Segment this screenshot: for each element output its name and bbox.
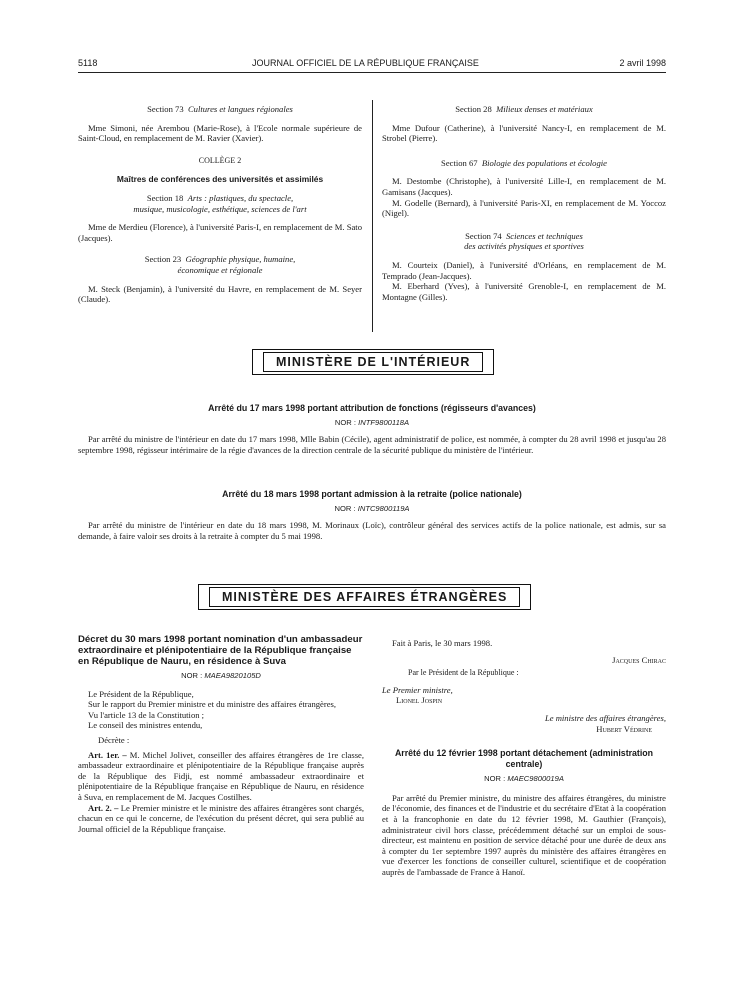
section-18-paragraph: Mme de Merdieu (Florence), à l'université Paris-I, en remplacement de M. Sato (Jacques). (78, 222, 362, 243)
premier-ministre-name: Lionel Jospin (396, 695, 443, 706)
ministre-name: Hubert Védrine (596, 723, 652, 734)
journal-title: JOURNAL OFFICIEL DE LA RÉPUBLIQUE FRANÇAISE (252, 58, 479, 68)
fait-a-paris: Fait à Paris, le 30 mars 1998. (392, 638, 493, 648)
ministry-interieur-box (252, 349, 494, 375)
section-74-paragraph-2: M. Eberhard (Yves), à l'université Grenoble-I, en remplacement de M. Montagne (Gilles). (382, 281, 666, 302)
decret-rapport: Sur le rapport du Premier ministre et du ministre des affaires étrangères, (88, 699, 337, 710)
arrete-3-text: Par arrêté du Premier ministre, du ministre des affaires étrangères, du ministre de l'économie, des finances et de l'industrie et du secrétaire d'Etat à la coopération et à la francophonie en date du 12 février 1998, M. Gauthier (François), administrateur civil hors classe, précédemment détaché sur un emploi de sous-directeur, est maintenu en position de service détaché pour une durée de deux ans à compter du 1er septembre 1997 auprès du ministère des affaires étrangères en vue d'exercer les fonctions de conseiller culturel, scientifique et de coopération auprès de l'ambassade de France à Hanoï. (382, 792, 666, 877)
article-1: Art. 1er. – M. Michel Jolivet, conseiller des affaires étrangères de 1re classe, ambassadeur extraordinaire et plénipotentiaire de la République française auprès de la République des Fidji, est nommé ambassadeur extraordinaire et plénipotentiaire de la République française en République de Nauru, en résidence à Suva, en remplacement de M. Jacques Costilhes. (78, 749, 364, 802)
article-1-label: Art. 1er. – (88, 749, 127, 760)
section-28-paragraph: Mme Dufour (Catherine), à l'université Nancy-I, en remplacement de M. Strobel (Pierre). (382, 122, 666, 144)
premier-ministre-title: Le Premier ministre, (382, 684, 453, 695)
decret-conseil: Le conseil des ministres entendu, (88, 720, 203, 731)
section-67-heading: Section 67 Biologie des populations et écologie (441, 157, 607, 168)
arrete-2-text-block (78, 520, 666, 541)
ministre-title: Le ministre des affaires étrangères, (544, 712, 666, 723)
arrete-3-nor: NOR : MAEC9800019A (484, 774, 564, 784)
arrete-1-text-block (78, 434, 666, 455)
decret-vu: Vu l'article 13 de la Constitution ; (88, 709, 205, 720)
section-74-heading: Section 74 Sciences et techniques des activités physiques et sportives (464, 230, 584, 252)
section-23-paragraph: M. Steck (Benjamin), à l'université du Havre, en remplacement de M. Seyer (Claude). (78, 283, 362, 305)
par-le-president: Par le Président de la République : (408, 668, 519, 678)
top-right-column (382, 104, 666, 302)
decret-decrete: Décrète : (98, 734, 130, 745)
bottom-right-column (382, 638, 666, 878)
section-67-paragraph-1: M. Destombe (Christophe), à l'université Lille-I, en remplacement de M. Gamisans (Jacques). (382, 176, 666, 197)
arrete-1-nor: NOR : INTF9800118A (334, 418, 410, 427)
header-rule (78, 72, 666, 73)
article-2: Art. 2. – Le Premier ministre et le ministre des affaires étrangères sont chargés, chacun en ce qui le concerne, de l'exécution du présent décret, qui sera publié au Journal officiel de la République française. (78, 802, 364, 834)
article-2-label: Art. 2. – (88, 802, 119, 813)
arrete-2-title: Arrêté du 18 mars 1998 portant admission à la retraite (police nationale) (222, 489, 522, 499)
arrete-2-nor: NOR : INTC9800119A (334, 504, 410, 513)
section-23-heading: Section 23 Géographie physique, humaine, économique et régionale (144, 254, 296, 275)
decret-nor: NOR : MAEA9820105D (181, 671, 261, 680)
arrete-2-text: Par arrêté du ministre de l'intérieur en date du 18 mars 1998, M. Morinaux (Loïc), contrôleur général des services actifs de la police nationale, est admis, sur sa demande, à faire valoir ses droits à la retraite à compter du 5 mai 1998. (78, 520, 666, 541)
top-left-column (78, 104, 362, 305)
arrete-3-title: Arrêté du 12 février 1998 portant détachement (administration centrale) (394, 748, 654, 770)
arrete-1-text: Par arrêté du ministre de l'intérieur en date du 17 mars 1998, Mlle Babin (Cécile), agent administratif de police, est nommée, à compter du 28 avril 1998 et jusqu'au 28 septembre 1998, régisseur intérimaire de la régie d'avances de la direction centrale de la sécurité publique du ministère de l'intérieur. (78, 434, 666, 455)
bottom-left-column (78, 634, 364, 834)
page-number: 5118 (78, 58, 98, 68)
ministry-etrangeres-box (198, 584, 531, 610)
column-divider (372, 100, 373, 332)
section-28-heading: Section 28 Milieux denses et matériaux (455, 104, 593, 114)
section-74-paragraph-1: M. Courteix (Daniel), à l'université d'Orléans, en remplacement de M. Temprado (Jean-Jacques). (382, 259, 666, 281)
section-18-heading: Section 18 Arts : plastiques, du spectacle, musique, musicologie, esthétique, sciences de l'art (133, 192, 307, 214)
decret-title: Décret du 30 mars 1998 portant nomination d'un ambassadeur extraordinaire et plénipotentiaire de la République française en République de Nauru, en résidence à Suva (78, 634, 363, 667)
college-label: COLLÈGE 2 (198, 155, 242, 165)
arrete-1-title: Arrêté du 17 mars 1998 portant attribution de fonctions (régisseurs d'avances) (208, 403, 536, 413)
issue-date: 2 avril 1998 (619, 58, 666, 68)
decret-president: Le Président de la République, (88, 688, 194, 699)
section-73-heading: Section 73 Cultures et langues régionales (147, 104, 293, 114)
ministry-interieur-title: MINISTÈRE DE L'INTÉRIEUR (263, 352, 483, 372)
ministry-etrangeres-title: MINISTÈRE DES AFFAIRES ÉTRANGÈRES (209, 587, 520, 607)
section-73-paragraph: Mme Simoni, née Arembou (Marie-Rose), à l'Ecole normale supérieure de Saint-Cloud, en remplacement de M. Ravier (Xavier). (78, 122, 362, 144)
college-heading: Maîtres de conférences des universités et assimilés (116, 174, 324, 185)
signature-president: Jacques Chirac (612, 654, 666, 665)
section-67-paragraph-2: M. Godelle (Bernard), à l'université Paris-XI, en remplacement de M. Yoccoz (Nigel). (382, 197, 666, 219)
